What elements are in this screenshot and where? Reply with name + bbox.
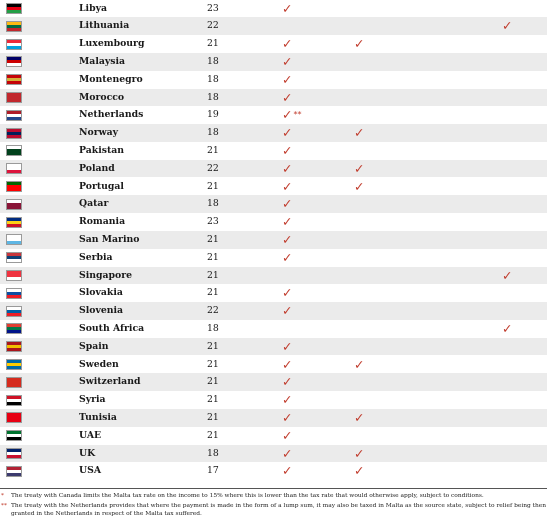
check-icon bbox=[354, 178, 364, 196]
check-symbol: ✓ bbox=[282, 53, 293, 69]
country-flag-icon bbox=[6, 21, 22, 32]
table-row bbox=[0, 178, 547, 196]
table-row bbox=[0, 89, 547, 107]
table-row bbox=[0, 373, 547, 391]
check-symbol: ✓ bbox=[282, 392, 293, 408]
tax-rate: 19 bbox=[207, 109, 219, 121]
check-icon bbox=[282, 462, 292, 480]
country-flag-icon bbox=[6, 412, 22, 423]
check-icon bbox=[354, 445, 364, 463]
check-icon bbox=[502, 17, 512, 35]
check-icon bbox=[282, 195, 292, 213]
country-name: Serbia bbox=[79, 251, 113, 263]
check-icon bbox=[354, 356, 364, 374]
table-row bbox=[0, 462, 547, 480]
table-row bbox=[0, 445, 547, 463]
country-flag-icon bbox=[6, 217, 22, 228]
country-name: UAE bbox=[79, 429, 102, 441]
table-row bbox=[0, 35, 547, 53]
tax-rate: 22 bbox=[207, 305, 219, 317]
check-symbol: ✓ bbox=[282, 427, 293, 443]
country-flag-icon bbox=[6, 252, 22, 263]
tax-rate: 18 bbox=[207, 198, 219, 210]
country-flag-icon bbox=[6, 234, 22, 245]
check-icon bbox=[282, 409, 292, 427]
check-icon bbox=[282, 356, 292, 374]
check-symbol: ✓ bbox=[282, 142, 293, 158]
country-flag-icon bbox=[6, 288, 22, 299]
country-name: Singapore bbox=[79, 269, 133, 281]
check-icon bbox=[282, 124, 292, 142]
country-name: Pakistan bbox=[79, 144, 125, 156]
table-row bbox=[0, 0, 547, 17]
check-icon bbox=[282, 231, 292, 249]
check-icon bbox=[354, 462, 364, 480]
table-row bbox=[0, 338, 547, 356]
table-row bbox=[0, 17, 547, 35]
table-row bbox=[0, 249, 547, 267]
footnote-marker: * bbox=[1, 493, 4, 499]
check-icon bbox=[282, 373, 292, 391]
table-row bbox=[0, 427, 547, 445]
check-symbol: ✓ bbox=[282, 374, 293, 390]
footnote-text: The treaty with Canada limits the Malta tax rate on the income to 15% where this is lower than the tax rate that would otherwise apply, subject to conditions. bbox=[11, 493, 484, 499]
check-icon bbox=[282, 160, 292, 178]
tax-rate: 21 bbox=[207, 287, 219, 299]
check-symbol: ✓ bbox=[282, 125, 293, 141]
tax-rate: 18 bbox=[207, 91, 219, 103]
check-icon bbox=[354, 160, 364, 178]
tax-rate: 21 bbox=[207, 180, 219, 192]
country-flag-icon bbox=[6, 163, 22, 174]
tax-rate: 23 bbox=[207, 216, 219, 228]
country-flag-icon bbox=[6, 92, 22, 103]
tax-rate: 22 bbox=[207, 20, 219, 32]
country-flag-icon bbox=[6, 128, 22, 139]
tax-rate: 21 bbox=[207, 38, 219, 50]
country-flag-icon bbox=[6, 199, 22, 210]
check-symbol: ✓ bbox=[502, 267, 513, 283]
check-symbol: ✓ bbox=[502, 320, 513, 336]
tax-rate: 18 bbox=[207, 127, 219, 139]
country-name: Poland bbox=[79, 162, 115, 174]
table-row bbox=[0, 356, 547, 374]
check-symbol: ✓ bbox=[282, 445, 293, 461]
table-row bbox=[0, 267, 547, 285]
country-name: Romania bbox=[79, 216, 126, 228]
tax-rate: 23 bbox=[207, 2, 219, 14]
country-name: Syria bbox=[79, 394, 106, 406]
tax-rate: 21 bbox=[207, 411, 219, 423]
table-row bbox=[0, 124, 547, 142]
footnote-text: The treaty with the Netherlands provides that where the payment is made in the form of a lump sum, it may also be taxed in Malta as the source state, subject to relief being then granted in the Netherlands in respect of the Malta tax suffered. bbox=[11, 503, 547, 517]
table-row bbox=[0, 213, 547, 231]
check-icon bbox=[282, 106, 301, 124]
country-name: UK bbox=[79, 447, 96, 459]
footnote-reference: ** bbox=[293, 110, 302, 120]
check-icon bbox=[282, 71, 292, 89]
table-row bbox=[0, 284, 547, 302]
check-icon bbox=[354, 409, 364, 427]
check-icon bbox=[282, 213, 292, 231]
tax-rate: 21 bbox=[207, 358, 219, 370]
tax-rate: 21 bbox=[207, 233, 219, 245]
check-symbol: ✓ bbox=[282, 409, 293, 425]
country-name: Morocco bbox=[79, 91, 125, 103]
country-name: Malaysia bbox=[79, 55, 126, 67]
check-icon bbox=[354, 124, 364, 142]
check-icon bbox=[282, 89, 292, 107]
tax-rate: 17 bbox=[207, 465, 219, 477]
country-flag-icon bbox=[6, 395, 22, 406]
country-name: Tunisia bbox=[79, 411, 117, 423]
check-symbol: ✓ bbox=[354, 409, 365, 425]
check-icon bbox=[282, 178, 292, 196]
country-flag-icon bbox=[6, 323, 22, 334]
check-symbol: ✓ bbox=[354, 125, 365, 141]
check-symbol: ✓ bbox=[282, 71, 293, 87]
tax-rate: 18 bbox=[207, 55, 219, 67]
tax-rate: 22 bbox=[207, 162, 219, 174]
check-icon bbox=[282, 427, 292, 445]
tax-rate: 21 bbox=[207, 251, 219, 263]
country-flag-icon bbox=[6, 341, 22, 352]
country-name: Slovakia bbox=[79, 287, 123, 299]
country-flag-icon bbox=[6, 56, 22, 67]
tax-rate: 21 bbox=[207, 429, 219, 441]
country-name: Libya bbox=[79, 2, 107, 14]
table-row bbox=[0, 302, 547, 320]
check-icon bbox=[354, 35, 364, 53]
check-symbol: ✓ bbox=[282, 249, 293, 265]
country-flag-icon bbox=[6, 74, 22, 85]
tax-rate: 21 bbox=[207, 340, 219, 352]
check-symbol: ✓ bbox=[354, 160, 365, 176]
country-name: Luxembourg bbox=[79, 38, 145, 50]
country-name: Netherlands bbox=[79, 109, 144, 121]
check-symbol: ✓ bbox=[354, 445, 365, 461]
check-icon bbox=[282, 284, 292, 302]
check-symbol: ✓ bbox=[354, 178, 365, 194]
check-symbol: ✓ bbox=[282, 178, 293, 194]
footnote bbox=[0, 502, 547, 518]
check-symbol: ✓ bbox=[282, 356, 293, 372]
check-icon bbox=[282, 142, 292, 160]
table-row bbox=[0, 71, 547, 89]
country-name: Sweden bbox=[79, 358, 119, 370]
check-icon bbox=[282, 249, 292, 267]
check-symbol: ✓ bbox=[354, 356, 365, 372]
country-flag-icon bbox=[6, 448, 22, 459]
check-symbol: ✓ bbox=[282, 0, 293, 16]
tax-rate: 21 bbox=[207, 269, 219, 281]
country-flag-icon bbox=[6, 466, 22, 477]
country-name: Montenegro bbox=[79, 73, 143, 85]
table-row bbox=[0, 142, 547, 160]
tax-rate: 18 bbox=[207, 73, 219, 85]
country-name: Portugal bbox=[79, 180, 124, 192]
tax-rate: 18 bbox=[207, 322, 219, 334]
check-symbol: ✓ bbox=[282, 107, 293, 123]
tax-rate: 21 bbox=[207, 394, 219, 406]
check-symbol: ✓ bbox=[282, 303, 293, 319]
check-icon bbox=[502, 320, 512, 338]
footnotes bbox=[0, 488, 547, 520]
check-symbol: ✓ bbox=[282, 463, 293, 479]
table-row bbox=[0, 320, 547, 338]
country-name: Spain bbox=[79, 340, 109, 352]
check-icon bbox=[282, 35, 292, 53]
footnote-marker: ** bbox=[1, 503, 7, 509]
country-flag-icon bbox=[6, 110, 22, 121]
country-name: Switzerland bbox=[79, 376, 141, 388]
check-symbol: ✓ bbox=[282, 338, 293, 354]
table-row bbox=[0, 391, 547, 409]
check-icon bbox=[282, 445, 292, 463]
country-flag-icon bbox=[6, 270, 22, 281]
table-row bbox=[0, 106, 547, 124]
country-flag-icon bbox=[6, 359, 22, 370]
footnote bbox=[0, 492, 547, 500]
check-symbol: ✓ bbox=[282, 214, 293, 230]
country-flag-icon bbox=[6, 3, 22, 14]
check-icon bbox=[282, 53, 292, 71]
check-icon bbox=[282, 338, 292, 356]
country-name: USA bbox=[79, 465, 102, 477]
tax-rate: 21 bbox=[207, 376, 219, 388]
tax-rate: 21 bbox=[207, 144, 219, 156]
check-icon bbox=[282, 0, 292, 17]
check-symbol: ✓ bbox=[282, 231, 293, 247]
tax-rate: 18 bbox=[207, 447, 219, 459]
table-row bbox=[0, 53, 547, 71]
check-symbol: ✓ bbox=[282, 160, 293, 176]
table-row bbox=[0, 160, 547, 178]
check-symbol: ✓ bbox=[282, 36, 293, 52]
check-icon bbox=[502, 267, 512, 285]
check-symbol: ✓ bbox=[354, 463, 365, 479]
country-flag-icon bbox=[6, 39, 22, 50]
country-flag-icon bbox=[6, 145, 22, 156]
table-row bbox=[0, 409, 547, 427]
table-row bbox=[0, 195, 547, 213]
country-flag-icon bbox=[6, 377, 22, 388]
check-symbol: ✓ bbox=[282, 89, 293, 105]
country-name: San Marino bbox=[79, 233, 140, 245]
check-symbol: ✓ bbox=[282, 285, 293, 301]
check-symbol: ✓ bbox=[282, 196, 293, 212]
country-name: Slovenia bbox=[79, 305, 124, 317]
country-name: Lithuania bbox=[79, 20, 130, 32]
country-flag-icon bbox=[6, 430, 22, 441]
country-flag-icon bbox=[6, 181, 22, 192]
check-icon bbox=[282, 302, 292, 320]
country-flag-icon bbox=[6, 306, 22, 317]
country-name: Qatar bbox=[79, 198, 109, 210]
table-row bbox=[0, 231, 547, 249]
check-symbol: ✓ bbox=[502, 18, 513, 34]
country-name: South Africa bbox=[79, 322, 145, 334]
country-name: Norway bbox=[79, 127, 119, 139]
check-icon bbox=[282, 391, 292, 409]
check-symbol: ✓ bbox=[354, 36, 365, 52]
